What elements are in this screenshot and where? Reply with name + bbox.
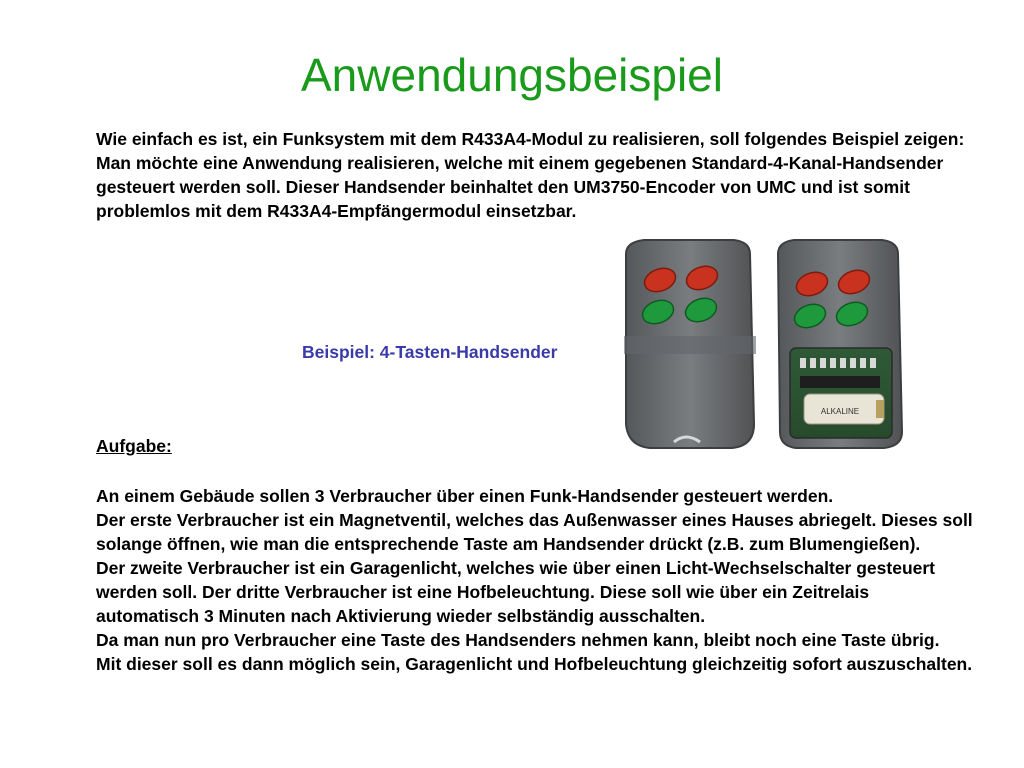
intro-text [96, 127, 976, 223]
task-paragraph-3: Der zweite Verbraucher ist ein Garagenlicht, welches wie über einen Licht-Wechselschalter gesteuert werden soll. Der dritte Verbraucher ist eine Hofbeleuchtung. Diese soll wie über ein Zeitrelais automatisch 3 Minuten nach Aktivierung wieder selbständig ausschalten. [96, 558, 936, 626]
task-paragraph-4: Da man nun pro Verbraucher eine Taste des Handsenders nehmen kann, bleibt noch eine Taste übrig. [96, 630, 940, 650]
task-paragraph-1: An einem Gebäude sollen 3 Verbraucher über einen Funk-Handsender gesteuert werden. [96, 486, 834, 506]
battery-label: ALKALINE [820, 407, 860, 416]
task-text [96, 484, 976, 676]
task-paragraph-2: Der erste Verbraucher ist ein Magnetventil, welches das Außenwasser eines Hauses abriegelt. Dieses soll solange öffnen, wie man die entsprechende Taste am Handsender drückt (z.B. zum Blumengießen). [96, 510, 973, 554]
task-paragraph-5: Mit dieser soll es dann möglich sein, Garagenlicht und Hofbeleuchtung gleichzeitig sofort auszuschalten. [96, 654, 973, 674]
intro-paragraph-2: Man möchte eine Anwendung realisieren, welche mit einem gegebenen Standard-4-Kanal-Handsender gesteuert werden soll. Dieser Handsender beinhaltet den UM3750-Encoder von UMC und ist somit problemlos mit dem R433A4-Empfängermodul einsetzbar. [96, 153, 944, 221]
task-heading: Aufgabe: [96, 436, 172, 456]
remote-control-photo [604, 224, 928, 470]
intro-paragraph-1: Wie einfach es ist, ein Funksystem mit dem R433A4-Modul zu realisieren, soll folgendes Beispiel zeigen: [96, 129, 965, 149]
remote-open [778, 240, 902, 448]
slide-title: Anwendungsbeispiel [301, 49, 723, 101]
remote-closed [624, 240, 756, 448]
image-caption: Beispiel: 4-Tasten-Handsender [302, 342, 558, 362]
